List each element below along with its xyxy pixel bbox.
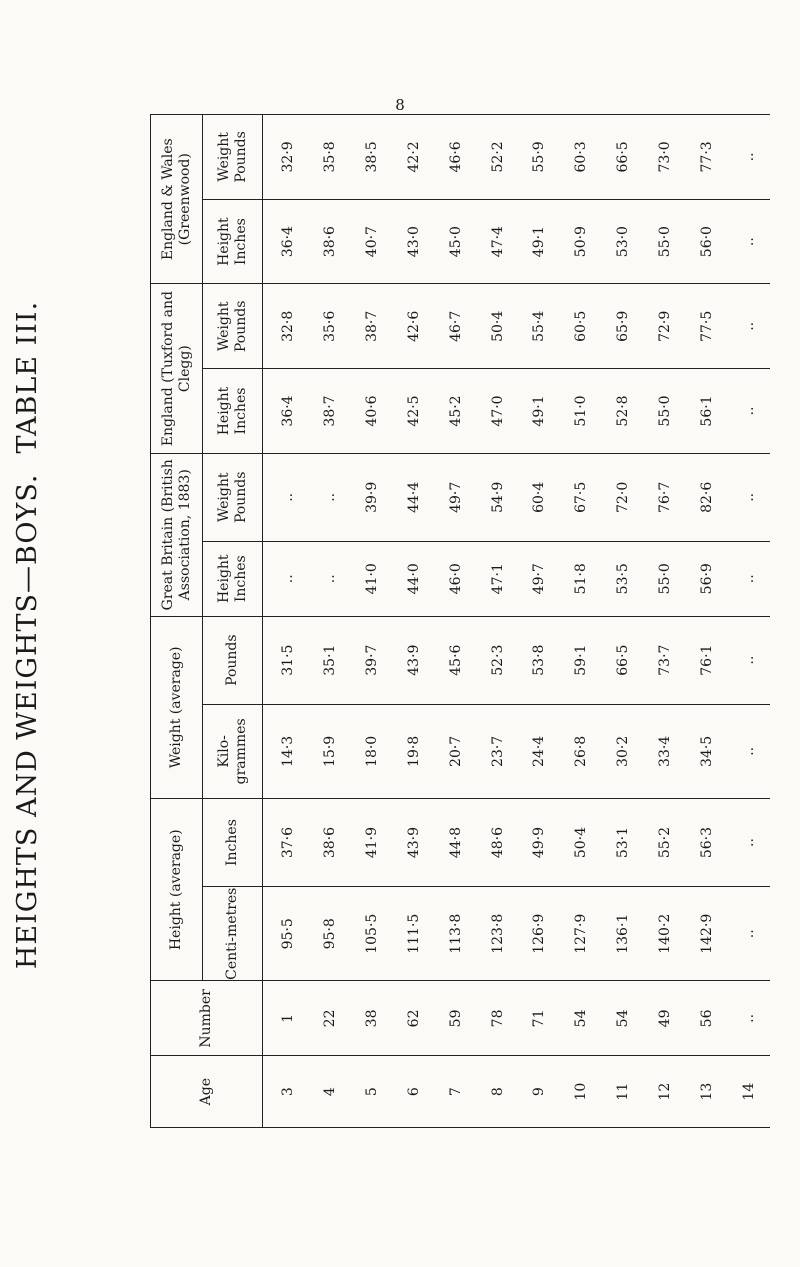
subheader-tc-height: Height Inches bbox=[203, 369, 263, 454]
cell-lb: 45·6 bbox=[435, 616, 477, 704]
data-table-rotated bbox=[150, 114, 770, 1128]
cell-tc-h: 51·0 bbox=[560, 369, 602, 454]
cell-gw-h: 49·1 bbox=[519, 199, 561, 284]
table-row bbox=[728, 115, 770, 1128]
cell-gw-w: 55·9 bbox=[519, 115, 561, 200]
cell-gw-h: 40·7 bbox=[351, 199, 393, 284]
cell-kg: 20·7 bbox=[435, 704, 477, 798]
cell-cm: 95·8 bbox=[309, 887, 351, 981]
subheader-gw-weight: Weight Pounds bbox=[203, 115, 263, 200]
cell-lb: 59·1 bbox=[560, 616, 602, 704]
heights-weights-table bbox=[150, 114, 770, 1128]
cell-gw-w: 46·6 bbox=[435, 115, 477, 200]
cell-gb-w: 72·0 bbox=[602, 453, 644, 541]
cell-gw-h: 38·6 bbox=[309, 199, 351, 284]
cell-gb-h: 49·7 bbox=[519, 541, 561, 616]
cell-tc-w: 55·4 bbox=[519, 284, 561, 369]
header-greenwood: England & Wales (Greenwood) bbox=[151, 115, 203, 284]
cell-number: 59 bbox=[435, 981, 477, 1056]
cell-number: 1 bbox=[263, 981, 310, 1056]
cell-lb: 31·5 bbox=[263, 616, 310, 704]
cell-gw-h: 45·0 bbox=[435, 199, 477, 284]
cell-gb-w: 76·7 bbox=[644, 453, 686, 541]
cell-lb: 76·1 bbox=[686, 616, 728, 704]
cell-in: .. bbox=[728, 799, 770, 887]
cell-kg: 26·8 bbox=[560, 704, 602, 798]
cell-tc-w: 46·7 bbox=[435, 284, 477, 369]
cell-tc-h: 52·8 bbox=[602, 369, 644, 454]
cell-gb-w: 82·6 bbox=[686, 453, 728, 541]
cell-kg: 19·8 bbox=[393, 704, 435, 798]
table-row bbox=[435, 115, 477, 1128]
cell-lb: 66·5 bbox=[602, 616, 644, 704]
cell-gw-w: 35·8 bbox=[309, 115, 351, 200]
cell-gb-h: 55·0 bbox=[644, 541, 686, 616]
subheader-kilogrammes: Kilo-grammes bbox=[203, 704, 263, 798]
cell-cm: 140·2 bbox=[644, 887, 686, 981]
cell-in: 56·3 bbox=[686, 799, 728, 887]
cell-in: 41·9 bbox=[351, 799, 393, 887]
subheader-pounds: Pounds bbox=[203, 616, 263, 704]
subheader-centimetres: Centi-metres bbox=[203, 887, 263, 981]
cell-gb-w: 67·5 bbox=[560, 453, 602, 541]
cell-number: 22 bbox=[309, 981, 351, 1056]
cell-tc-w: 32·8 bbox=[263, 284, 310, 369]
cell-number: 56 bbox=[686, 981, 728, 1056]
cell-tc-w: 35·6 bbox=[309, 284, 351, 369]
header-height-average: Height (average) bbox=[151, 799, 203, 981]
cell-in: 48·6 bbox=[477, 799, 519, 887]
cell-age: 3 bbox=[263, 1056, 310, 1128]
cell-tc-h: 45·2 bbox=[435, 369, 477, 454]
cell-gb-h: 44·0 bbox=[393, 541, 435, 616]
table-row bbox=[560, 115, 602, 1128]
cell-tc-w: 60·5 bbox=[560, 284, 602, 369]
cell-kg: 18·0 bbox=[351, 704, 393, 798]
cell-age: 8 bbox=[477, 1056, 519, 1128]
table-row bbox=[686, 115, 728, 1128]
cell-tc-w: 72·9 bbox=[644, 284, 686, 369]
subheader-tc-weight: Weight Pounds bbox=[203, 284, 263, 369]
cell-tc-h: 49·1 bbox=[519, 369, 561, 454]
table-row bbox=[477, 115, 519, 1128]
cell-gw-h: 56·0 bbox=[686, 199, 728, 284]
cell-gb-h: 51·8 bbox=[560, 541, 602, 616]
title-text: HEIGHTS AND WEIGHTS—BOYS. bbox=[12, 473, 43, 970]
cell-tc-w: 65·9 bbox=[602, 284, 644, 369]
cell-cm: 95·5 bbox=[263, 887, 310, 981]
cell-kg: 15·9 bbox=[309, 704, 351, 798]
cell-tc-h: 42·5 bbox=[393, 369, 435, 454]
cell-gw-h: .. bbox=[728, 199, 770, 284]
cell-tc-h: 47·0 bbox=[477, 369, 519, 454]
cell-age: 5 bbox=[351, 1056, 393, 1128]
cell-in: 53·1 bbox=[602, 799, 644, 887]
cell-cm: 105·5 bbox=[351, 887, 393, 981]
cell-tc-h: 56·1 bbox=[686, 369, 728, 454]
cell-lb: 53·8 bbox=[519, 616, 561, 704]
subheader-inches: Inches bbox=[203, 799, 263, 887]
cell-kg: 23·7 bbox=[477, 704, 519, 798]
subheader-gw-height: Height Inches bbox=[203, 199, 263, 284]
cell-kg: 34·5 bbox=[686, 704, 728, 798]
cell-gb-w: .. bbox=[263, 453, 310, 541]
header-age: Age bbox=[151, 1056, 263, 1128]
cell-lb: 52·3 bbox=[477, 616, 519, 704]
cell-gb-h: .. bbox=[309, 541, 351, 616]
cell-age: 12 bbox=[644, 1056, 686, 1128]
cell-lb: 35·1 bbox=[309, 616, 351, 704]
cell-gb-w: 39·9 bbox=[351, 453, 393, 541]
header-great-britain: Great Britain (British Association, 1883) bbox=[151, 453, 203, 616]
cell-tc-h: 36·4 bbox=[263, 369, 310, 454]
cell-tc-w: 50·4 bbox=[477, 284, 519, 369]
cell-age: 14 bbox=[728, 1056, 770, 1128]
cell-tc-h: 40·6 bbox=[351, 369, 393, 454]
cell-in: 55·2 bbox=[644, 799, 686, 887]
cell-gw-h: 50·9 bbox=[560, 199, 602, 284]
cell-gb-h: 41·0 bbox=[351, 541, 393, 616]
cell-gb-w: .. bbox=[309, 453, 351, 541]
cell-in: 50·4 bbox=[560, 799, 602, 887]
cell-cm: 142·9 bbox=[686, 887, 728, 981]
page-number: 8 bbox=[395, 96, 405, 114]
table-row bbox=[263, 115, 310, 1128]
subheader-gb-weight: Weight Pounds bbox=[203, 453, 263, 541]
table-label: TABLE III. bbox=[12, 300, 43, 454]
table-row bbox=[602, 115, 644, 1128]
cell-number: 54 bbox=[602, 981, 644, 1056]
cell-cm: 126·9 bbox=[519, 887, 561, 981]
cell-in: 49·9 bbox=[519, 799, 561, 887]
cell-number: 54 bbox=[560, 981, 602, 1056]
cell-in: 44·8 bbox=[435, 799, 477, 887]
cell-gb-h: 56·9 bbox=[686, 541, 728, 616]
cell-tc-h: .. bbox=[728, 369, 770, 454]
cell-in: 37·6 bbox=[263, 799, 310, 887]
cell-gb-h: 47·1 bbox=[477, 541, 519, 616]
cell-gw-w: 66·5 bbox=[602, 115, 644, 200]
cell-cm: 113·8 bbox=[435, 887, 477, 981]
cell-tc-h: 55·0 bbox=[644, 369, 686, 454]
cell-gw-h: 43·0 bbox=[393, 199, 435, 284]
cell-gw-w: .. bbox=[728, 115, 770, 200]
cell-gw-w: 77·3 bbox=[686, 115, 728, 200]
cell-number: 62 bbox=[393, 981, 435, 1056]
cell-age: 6 bbox=[393, 1056, 435, 1128]
table-row bbox=[644, 115, 686, 1128]
cell-gb-w: 49·7 bbox=[435, 453, 477, 541]
cell-age: 9 bbox=[519, 1056, 561, 1128]
table-row bbox=[351, 115, 393, 1128]
cell-tc-h: 38·7 bbox=[309, 369, 351, 454]
cell-age: 4 bbox=[309, 1056, 351, 1128]
cell-tc-w: 77·5 bbox=[686, 284, 728, 369]
table-row bbox=[393, 115, 435, 1128]
cell-gw-h: 53·0 bbox=[602, 199, 644, 284]
subheader-gb-height: Height Inches bbox=[203, 541, 263, 616]
cell-gb-w: 44·4 bbox=[393, 453, 435, 541]
cell-gw-w: 42·2 bbox=[393, 115, 435, 200]
cell-gb-h: .. bbox=[728, 541, 770, 616]
cell-number: 38 bbox=[351, 981, 393, 1056]
page-title bbox=[12, 225, 52, 1045]
cell-gb-w: 54·9 bbox=[477, 453, 519, 541]
cell-tc-w: 38·7 bbox=[351, 284, 393, 369]
cell-cm: 127·9 bbox=[560, 887, 602, 981]
cell-age: 13 bbox=[686, 1056, 728, 1128]
cell-gb-w: .. bbox=[728, 453, 770, 541]
header-weight-average: Weight (average) bbox=[151, 616, 203, 798]
cell-gb-h: 53·5 bbox=[602, 541, 644, 616]
cell-kg: 14·3 bbox=[263, 704, 310, 798]
cell-number: 71 bbox=[519, 981, 561, 1056]
cell-tc-w: 42·6 bbox=[393, 284, 435, 369]
cell-gb-w: 60·4 bbox=[519, 453, 561, 541]
cell-gb-h: .. bbox=[263, 541, 310, 616]
cell-cm: .. bbox=[728, 887, 770, 981]
cell-cm: 123·8 bbox=[477, 887, 519, 981]
cell-cm: 136·1 bbox=[602, 887, 644, 981]
cell-lb: 43·9 bbox=[393, 616, 435, 704]
cell-gw-h: 36·4 bbox=[263, 199, 310, 284]
cell-number: 78 bbox=[477, 981, 519, 1056]
cell-lb: .. bbox=[728, 616, 770, 704]
cell-cm: 111·5 bbox=[393, 887, 435, 981]
header-number: Number bbox=[151, 981, 263, 1056]
cell-in: 43·9 bbox=[393, 799, 435, 887]
cell-gw-h: 55·0 bbox=[644, 199, 686, 284]
cell-age: 11 bbox=[602, 1056, 644, 1128]
cell-gw-w: 60·3 bbox=[560, 115, 602, 200]
table-row bbox=[519, 115, 561, 1128]
table-body bbox=[263, 115, 771, 1128]
cell-tc-w: .. bbox=[728, 284, 770, 369]
cell-age: 10 bbox=[560, 1056, 602, 1128]
cell-gb-h: 46·0 bbox=[435, 541, 477, 616]
cell-kg: 33·4 bbox=[644, 704, 686, 798]
cell-lb: 73·7 bbox=[644, 616, 686, 704]
cell-number: .. bbox=[728, 981, 770, 1056]
cell-gw-h: 47·4 bbox=[477, 199, 519, 284]
cell-age: 7 bbox=[435, 1056, 477, 1128]
header-tuxford-clegg: England (Tuxford and Clegg) bbox=[151, 284, 203, 453]
cell-number: 49 bbox=[644, 981, 686, 1056]
cell-gw-w: 32·9 bbox=[263, 115, 310, 200]
cell-in: 38·6 bbox=[309, 799, 351, 887]
cell-kg: .. bbox=[728, 704, 770, 798]
cell-gw-w: 52·2 bbox=[477, 115, 519, 200]
cell-gw-w: 73·0 bbox=[644, 115, 686, 200]
cell-lb: 39·7 bbox=[351, 616, 393, 704]
cell-kg: 24·4 bbox=[519, 704, 561, 798]
cell-gw-w: 38·5 bbox=[351, 115, 393, 200]
table-row bbox=[309, 115, 351, 1128]
cell-kg: 30·2 bbox=[602, 704, 644, 798]
